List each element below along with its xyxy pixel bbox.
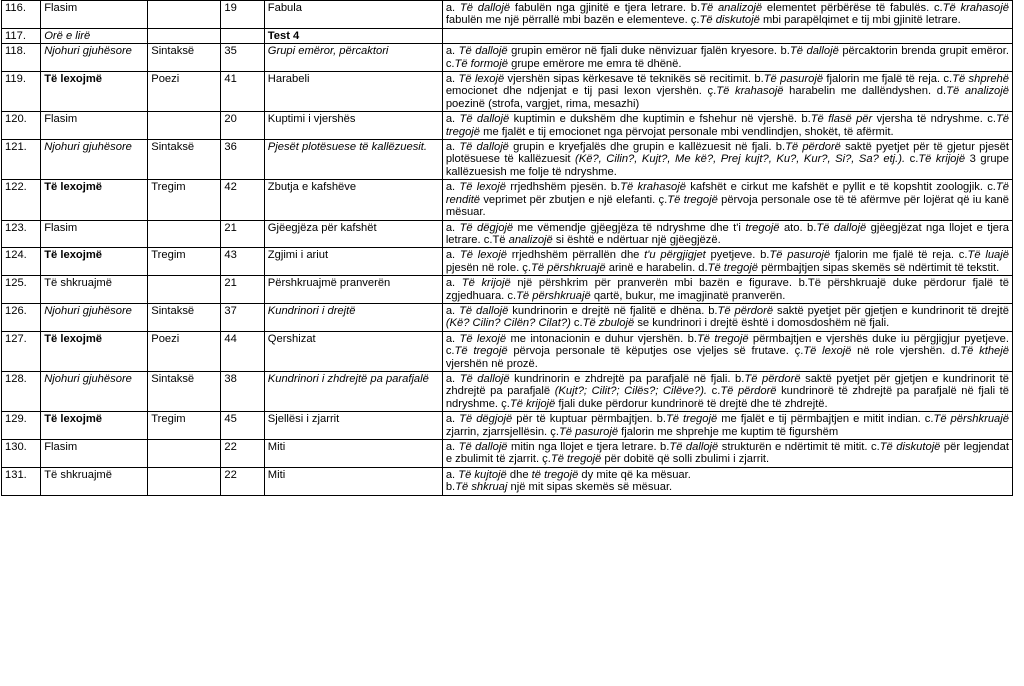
- objective-verb: (Kë? Cilin? Cilën? Cilat?): [445, 317, 571, 330]
- lesson-number-cell: 122.: [2, 180, 41, 220]
- objective-text: mitin nga llojet e tjera letrare. b.: [507, 441, 670, 453]
- sub-area-cell: Sintaksë: [148, 140, 221, 180]
- objective-text: përmbajtjen e vjershës duke iu përgjigjur pyetjeve. c.: [445, 332, 1009, 358]
- objective-text: saktë pyetjet për të gjetur pjesët plotësuese të kallëzuesit: [445, 141, 1009, 166]
- objective-verb: Të dallojë: [459, 304, 509, 317]
- objective-verb: Të pasurojë: [558, 425, 619, 438]
- objective-text: përcaktorin brenda grupit emëror. c.: [445, 45, 1009, 70]
- table-row: [2, 28, 1013, 43]
- objective-text: elementet përbërëse të fabulës. c.: [762, 2, 943, 14]
- objective-text: a.: [445, 441, 459, 453]
- objective-text: dhe: [506, 468, 532, 481]
- objective-verb: Të krahasojë: [716, 85, 784, 98]
- objective-verb: (Kujt?; Cilit?; Cilës?; Cilëve?).: [554, 385, 708, 398]
- table-row: [2, 371, 1013, 411]
- objective-text: me vëmendje gjëegjëza të ndryshme dhe t'i: [513, 221, 746, 234]
- objective-verb: t'u përgjigjet: [644, 249, 706, 262]
- topic-number-cell: 43: [221, 248, 264, 276]
- lesson-title-cell: Kundrinori i drejtë: [264, 303, 442, 331]
- objective-verb: Të kthejë: [960, 345, 1009, 358]
- objective-text: strukturën e ndërtimit të mitit. c.: [718, 441, 880, 453]
- objective-text: a.: [445, 141, 460, 154]
- sub-area-cell: [148, 112, 221, 140]
- objective-text: në role vjershën. d.: [851, 345, 961, 358]
- objective-text: fabulën me një përrallë mbi bazën e elementeve. ç.: [445, 14, 700, 27]
- objective-text: 3 grupe kallëzuesish me folje të ndryshme.: [445, 153, 1009, 178]
- topic-number-cell: 36: [221, 140, 264, 180]
- table-row: [2, 440, 1013, 468]
- objective-text: c.: [905, 153, 919, 166]
- objective-text: a.: [445, 45, 459, 58]
- objective-text: saktë pyetjet për gjetjen e kundrinorit të zhdrejtë pa parafjalë: [445, 372, 1009, 398]
- objective-text: fjali duke përdorur kundrinorë të drejtë dhe të zhdrejtë.: [555, 397, 828, 410]
- subject-area-cell: Të lexojmë: [41, 248, 148, 276]
- sub-area-cell: Sintaksë: [148, 303, 221, 331]
- objective-text: emocionet dhe ndjenjat e tij pasi lexon vjershën. ç.: [445, 85, 717, 98]
- objective-text: rrjedhshëm përrallën dhe: [506, 249, 645, 262]
- objective-verb: Të dallojë: [459, 113, 510, 126]
- objective-verb: Të pasurojë: [763, 73, 824, 86]
- objectives-cell: [442, 412, 1012, 440]
- objective-verb: Të përshkruajë: [933, 413, 1009, 426]
- objectives-cell: [442, 331, 1012, 371]
- objective-text: përvoja personale ose të të afërmve për lojërat që iu kanë mësuar.: [445, 193, 1009, 219]
- objective-verb: Të analizojë: [700, 2, 763, 14]
- objective-verb: Të lexojë: [458, 73, 505, 86]
- topic-number-cell: 21: [221, 276, 264, 304]
- table-row: [2, 220, 1013, 248]
- subject-area-cell: Orë e lirë: [41, 28, 148, 43]
- subject-area-cell: Njohuri gjuhësore: [41, 371, 148, 411]
- objective-verb: Të formojë: [454, 57, 508, 70]
- objective-verb: Të lexojë: [459, 181, 506, 194]
- objective-text: grupin e kryefjalës dhe grupin e kallëzuesit në fjali. b.: [508, 141, 786, 154]
- objective-verb: tregojë: [745, 221, 780, 234]
- objectives-cell: [442, 248, 1012, 276]
- sub-area-cell: [148, 28, 221, 43]
- objective-text: përmbajtjen sipas skemës së ndërtimit të tekstit.: [758, 261, 1000, 274]
- objective-verb: Të dallojë: [458, 441, 508, 453]
- objective-verb: Të tregojë: [696, 332, 749, 345]
- objective-verb: Të kujtojë: [458, 468, 507, 481]
- sub-area-cell: [148, 440, 221, 468]
- objective-verb: Të krijojë: [509, 397, 556, 410]
- lesson-number-cell: 120.: [2, 112, 41, 140]
- objective-text: a.: [445, 413, 460, 426]
- table-row: [2, 276, 1013, 304]
- objective-text: c.: [707, 385, 721, 398]
- objective-verb: Të dallojë: [459, 372, 510, 385]
- objectives-cell: [442, 180, 1012, 220]
- objective-text: a.: [445, 372, 460, 385]
- objective-text: se kundrinori i drejtë është i domosdoshëm në fjali.: [634, 317, 890, 330]
- objective-text: a.: [445, 73, 459, 86]
- objective-text: kafshët e cirkut me kafshët e pyllit e të kopshtit zoologjik. c.: [686, 181, 996, 194]
- objective-verb: Të tregojë: [707, 261, 759, 274]
- objective-verb: Të diskutojë: [699, 14, 760, 27]
- subject-area-cell: Flasim: [41, 1, 148, 29]
- sub-area-cell: Tregim: [148, 412, 221, 440]
- objective-text: përvoja personale të këputjes ose vjeljes së frutave. ç.: [507, 345, 804, 358]
- table-row: [2, 180, 1013, 220]
- objective-text: për dobitë që solli zbulimi i zjarrit.: [601, 453, 770, 466]
- objective-verb: Të përdorë: [785, 141, 841, 154]
- table-row: [2, 112, 1013, 140]
- lesson-number-cell: 124.: [2, 248, 41, 276]
- objective-verb: Të pasurojë: [769, 249, 831, 262]
- objective-verb: Të dallojë: [816, 221, 867, 234]
- objectives-cell: [442, 140, 1012, 180]
- objective-text: a.: [445, 221, 460, 234]
- objectives-cell: [442, 371, 1012, 411]
- objective-text: për të kuptuar përmbajtjen. b.: [512, 413, 666, 426]
- objectives-cell: [442, 28, 1012, 43]
- objective-verb: Të flasë për: [810, 113, 873, 126]
- objective-text: a.: [445, 181, 460, 194]
- objective-text: për legjendat e zbulimit të zjarrit. ç.: [445, 441, 1009, 466]
- objective-text: a.: [445, 2, 460, 14]
- objective-text: grupe emërore me emra të dhënë.: [507, 57, 682, 70]
- sub-area-cell: Sintaksë: [148, 371, 221, 411]
- objective-verb: Të dëgjojë: [459, 221, 514, 234]
- objective-text: saktë pyetjet për gjetjen e kundrinorit të drejtë: [773, 304, 1009, 317]
- topic-number-cell: 38: [221, 371, 264, 411]
- objectives-cell: [442, 276, 1012, 304]
- objective-text: kundrinorë të zhdrejtë pa parafjalë në fjali të ndryshme. ç.: [445, 385, 1009, 410]
- objective-text: vjershën në prozë.: [445, 357, 538, 370]
- lesson-title-cell: Kuptimi i vjershës: [264, 112, 442, 140]
- table-body: [2, 1, 1013, 496]
- objective-text: vjersha të ndryshme. c.: [872, 113, 996, 126]
- objective-verb: Të zbulojë: [582, 317, 635, 330]
- subject-area-cell: Njohuri gjuhësore: [41, 44, 148, 72]
- objective-verb: Të dallojë: [459, 2, 511, 14]
- objective-text: kundrinorin e drejtë në fjalitë e dhëna. b.: [508, 304, 718, 317]
- objective-verb: Të diskutojë: [879, 441, 941, 453]
- subject-area-cell: Të lexojmë: [41, 180, 148, 220]
- objective-verb: Të tregojë: [445, 113, 1009, 138]
- objective-verb: Të krijojë: [461, 277, 511, 290]
- subject-area-cell: Të lexojmë: [41, 412, 148, 440]
- lesson-number-cell: 118.: [2, 44, 41, 72]
- objective-text: harabelin me dallëndyshen. d.: [783, 85, 947, 98]
- topic-number-cell: 21: [221, 220, 264, 248]
- objective-verb: Të renditë: [445, 181, 1009, 206]
- lesson-title-cell: Miti: [264, 440, 442, 468]
- lesson-title-cell: Pjesët plotësuese të kallëzuesit.: [264, 140, 442, 180]
- topic-number-cell: 20: [221, 112, 264, 140]
- objective-text: c.: [570, 317, 583, 330]
- objective-verb: Të dallojë: [459, 141, 509, 154]
- objective-verb: Të analizojë: [946, 85, 1009, 98]
- subject-area-cell: Flasim: [41, 112, 148, 140]
- topic-number-cell: 22: [221, 440, 264, 468]
- curriculum-table: [1, 0, 1013, 496]
- objective-text: mbi parapëlqimet e tij mbi gjinitë letrare.: [759, 14, 961, 27]
- topic-number-cell: 37: [221, 303, 264, 331]
- objective-verb: analizojë: [508, 233, 553, 246]
- lesson-title-cell: Kundrinori i zhdrejtë pa parafjalë: [264, 371, 442, 411]
- objective-verb: Të përdorë: [717, 304, 774, 317]
- lesson-number-cell: 116.: [2, 1, 41, 29]
- table-row: [2, 248, 1013, 276]
- table-row: [2, 303, 1013, 331]
- table-row: [2, 331, 1013, 371]
- topic-number-cell: [221, 28, 264, 43]
- lesson-title-cell: Zgjimi i ariut: [264, 248, 442, 276]
- objective-text: pyetjeve. b.: [705, 249, 770, 262]
- lesson-title-cell: Gjëegjëza për kafshët: [264, 220, 442, 248]
- objective-text: a.: [445, 304, 460, 317]
- objective-text: b.: [445, 481, 456, 494]
- objectives-cell: [442, 72, 1012, 112]
- objective-text: pjesën në role. ç.: [445, 261, 532, 274]
- objective-verb: Të përshkruajë: [531, 261, 606, 274]
- topic-number-cell: 42: [221, 180, 264, 220]
- objective-text: kuptimin e dukshëm dhe kuptimin e fshehur në vjershë. b.: [509, 113, 811, 126]
- objective-text: si është e ndërtuar një gjëegjëzë.: [552, 233, 721, 246]
- topic-number-cell: 44: [221, 331, 264, 371]
- sub-area-cell: Tregim: [148, 248, 221, 276]
- lesson-number-cell: 117.: [2, 28, 41, 43]
- objective-text: një mit sipas skemës së mësuar.: [507, 481, 673, 494]
- table-row: [2, 467, 1013, 495]
- lesson-title-cell: Përshkruajmë pranverën: [264, 276, 442, 304]
- objective-text: a.: [445, 277, 462, 290]
- table-row: [2, 1, 1013, 29]
- topic-number-cell: 22: [221, 467, 264, 495]
- topic-number-cell: 35: [221, 44, 264, 72]
- lesson-number-cell: 128.: [2, 371, 41, 411]
- objective-verb: Të krijojë: [918, 153, 966, 166]
- objective-verb: Të përdorë: [744, 372, 801, 385]
- lesson-number-cell: 126.: [2, 303, 41, 331]
- lesson-number-cell: 123.: [2, 220, 41, 248]
- objective-verb: Të tregojë: [550, 453, 602, 466]
- objective-verb: Të shprehë: [952, 73, 1009, 86]
- table-row: [2, 72, 1013, 112]
- lesson-number-cell: 121.: [2, 140, 41, 180]
- objective-verb: Të shkruaj: [455, 481, 508, 494]
- objective-verb: Të lexojë: [803, 345, 852, 358]
- lesson-title-cell: Grupi emëror, përcaktori: [264, 44, 442, 72]
- lesson-number-cell: 119.: [2, 72, 41, 112]
- lesson-title-cell: Zbutja e kafshëve: [264, 180, 442, 220]
- objective-text: kundrinorin e zhdrejtë pa parafjalë në fjali. b.: [509, 372, 745, 385]
- objective-verb: Të dallojë: [458, 45, 508, 58]
- objective-text: qartë, bukur, me imagjinatë pranverën.: [590, 289, 786, 302]
- table-row: [2, 140, 1013, 180]
- objective-verb: Të dallojë: [669, 441, 719, 453]
- lesson-title-cell: Sjellësi i zjarrit: [264, 412, 442, 440]
- lesson-number-cell: 131.: [2, 467, 41, 495]
- lesson-title-cell: Qershizat: [264, 331, 442, 371]
- objective-text: me fjalët e tij përmbajtjen e mitit indian. c.: [717, 413, 934, 426]
- objectives-cell: [442, 303, 1012, 331]
- objective-verb: Të luajë: [967, 249, 1009, 262]
- objective-text: a.: [445, 249, 460, 262]
- objective-text: me fjalët e tij emocionet nga përvojat personale mbi vendlindjen, shokët, të afërmit.: [480, 125, 894, 138]
- subject-area-cell: Flasim: [41, 220, 148, 248]
- objective-text: a.: [445, 468, 459, 481]
- subject-area-cell: Të lexojmë: [41, 331, 148, 371]
- objective-verb: të tregojë: [531, 468, 579, 481]
- objective-text: grupin emëror në fjali duke nënvizuar fjalën kryesore. b.: [507, 45, 790, 58]
- objective-text: ato. b.: [779, 221, 817, 234]
- objective-text: a.: [445, 332, 460, 345]
- lesson-title-cell: Fabula: [264, 1, 442, 29]
- objective-verb: Të përdorë: [720, 385, 777, 398]
- objectives-cell: [442, 467, 1012, 495]
- objective-verb: Të dëgjojë: [459, 413, 513, 426]
- sub-area-cell: Tregim: [148, 180, 221, 220]
- subject-area-cell: Të shkruajmë: [41, 276, 148, 304]
- sub-area-cell: [148, 220, 221, 248]
- objective-text: dy mite që ka mësuar.: [578, 468, 691, 481]
- objective-text: fjalorin me shprehje me kuptim të figurshëm: [618, 425, 839, 438]
- sub-area-cell: Sintaksë: [148, 44, 221, 72]
- lesson-title-cell: Test 4: [264, 28, 442, 43]
- objective-text: fjalorin me fjalë të reja. c.: [823, 73, 953, 86]
- objective-verb: Të krahasojë: [942, 2, 1009, 14]
- objective-verb: Të krahasojë: [620, 181, 686, 194]
- objective-text: një përshkrim për pranverën mbi bazën e figurave. b.Të përshkruajë duke përdorur fjalë të zgjedhuara. c.: [445, 277, 1009, 302]
- table-row: [2, 412, 1013, 440]
- objective-verb: Të tregojë: [454, 345, 508, 358]
- objective-verb: (Kë?, Cilin?, Kujt?, Me kë?, Prej kujt?, Ku?, Kur?, Si?, Sa? etj.).: [575, 153, 906, 166]
- objective-text: poezinë (strofa, vargjet, rima, mesazhi): [445, 97, 640, 110]
- objective-text: veprimet për zbutjen e një elefanti. ç.: [480, 193, 668, 206]
- subject-area-cell: Të lexojmë: [41, 72, 148, 112]
- lesson-number-cell: 127.: [2, 331, 41, 371]
- lesson-title-cell: Harabeli: [264, 72, 442, 112]
- subject-area-cell: Të shkruajmë: [41, 467, 148, 495]
- subject-area-cell: Flasim: [41, 440, 148, 468]
- lesson-number-cell: 125.: [2, 276, 41, 304]
- sub-area-cell: Poezi: [148, 72, 221, 112]
- objective-verb: Të lexojë: [459, 332, 507, 345]
- subject-area-cell: Njohuri gjuhësore: [41, 140, 148, 180]
- objective-text: arinë e harabelin. d.: [605, 261, 708, 274]
- objective-text: vjershën sipas kërkesave të teknikës së recitimit. b.: [504, 73, 764, 86]
- table-row: [2, 44, 1013, 72]
- sub-area-cell: Poezi: [148, 331, 221, 371]
- topic-number-cell: 41: [221, 72, 264, 112]
- subject-area-cell: Njohuri gjuhësore: [41, 303, 148, 331]
- sub-area-cell: [148, 467, 221, 495]
- objectives-cell: [442, 220, 1012, 248]
- lesson-number-cell: 130.: [2, 440, 41, 468]
- objective-text: me intonacionin e duhur vjershën. b.: [506, 332, 697, 345]
- topic-number-cell: 45: [221, 412, 264, 440]
- lesson-title-cell: Miti: [264, 467, 442, 495]
- objective-text: rrjedhshëm pjesën. b.: [505, 181, 621, 194]
- objectives-cell: [442, 44, 1012, 72]
- objectives-cell: [442, 112, 1012, 140]
- objective-text: fabulën nga gjinitë e tjera letrare. b.: [510, 2, 701, 14]
- objective-verb: Të tregojë: [667, 193, 718, 206]
- objectives-cell: [442, 440, 1012, 468]
- sub-area-cell: [148, 1, 221, 29]
- objective-text: gjëegjëzat nga llojet e tjera letrare. c.Të: [445, 221, 1009, 246]
- sub-area-cell: [148, 276, 221, 304]
- objective-text: zjarrin, zjarrsjellësin. ç.: [445, 425, 559, 438]
- objective-text: a.: [445, 113, 460, 126]
- objective-verb: Të dallojë: [789, 45, 839, 58]
- objective-text: fjalorin me fjalë të reja. c.: [830, 249, 968, 262]
- objective-verb: Të përshkruajë: [516, 289, 591, 302]
- lesson-number-cell: 129.: [2, 412, 41, 440]
- objective-verb: Të lexojë: [459, 249, 507, 262]
- objective-verb: Të tregojë: [665, 413, 718, 426]
- objectives-cell: [442, 1, 1012, 29]
- topic-number-cell: 19: [221, 1, 264, 29]
